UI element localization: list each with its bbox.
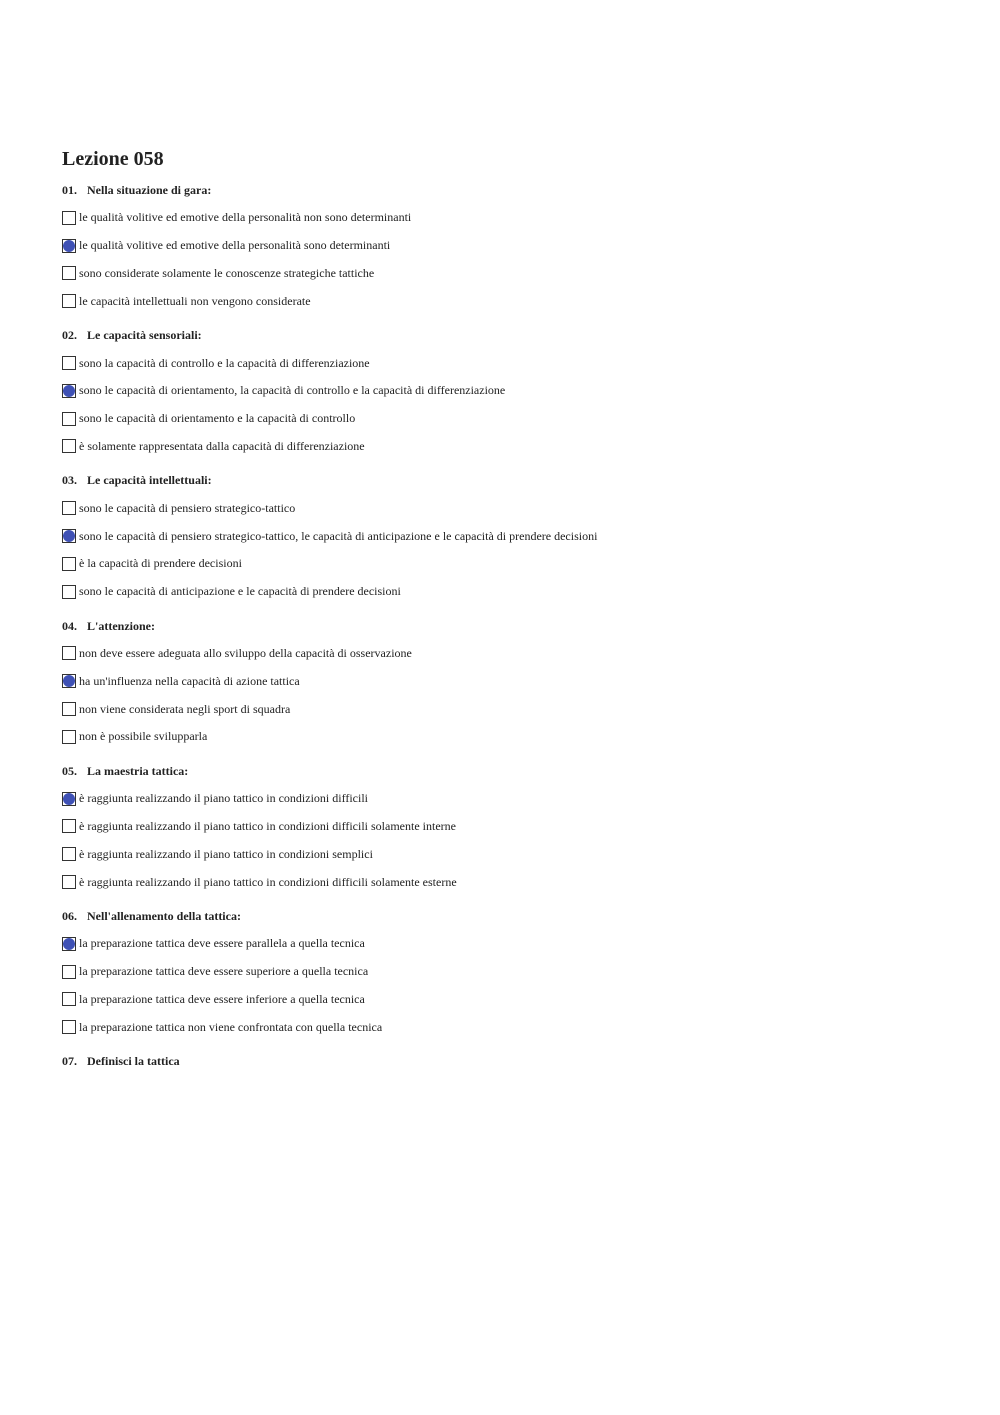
empty-checkbox-icon[interactable] bbox=[62, 412, 76, 426]
answer-option[interactable] bbox=[62, 433, 962, 461]
answer-option-text: sono le capacità di pensiero strategico-tattico, le capacità di anticipazione e le capacità di prendere decisioni bbox=[79, 528, 598, 543]
answer-option-text: è solamente rappresentata dalla capacità di differenziazione bbox=[79, 438, 365, 453]
empty-checkbox-icon[interactable] bbox=[62, 356, 76, 370]
answer-option-text: è raggiunta realizzando il piano tattico in condizioni difficili solamente interne bbox=[79, 818, 456, 833]
question-5 bbox=[62, 757, 962, 896]
answer-option[interactable] bbox=[62, 695, 962, 723]
question-heading bbox=[62, 612, 962, 640]
answer-option-text: non viene considerata negli sport di squadra bbox=[79, 701, 291, 716]
answer-option[interactable] bbox=[62, 640, 962, 668]
answer-options bbox=[62, 785, 962, 896]
empty-checkbox-icon[interactable] bbox=[62, 702, 76, 716]
question-number: 03. bbox=[62, 473, 77, 488]
answer-options bbox=[62, 349, 962, 460]
empty-checkbox-icon[interactable] bbox=[62, 294, 76, 308]
checked-checkbox-icon[interactable] bbox=[62, 674, 76, 688]
answer-option[interactable] bbox=[62, 260, 962, 288]
empty-checkbox-icon[interactable] bbox=[62, 730, 76, 744]
answer-options bbox=[62, 930, 962, 1041]
question-6 bbox=[62, 902, 962, 1041]
question-heading bbox=[62, 466, 962, 494]
question-text: Le capacità sensoriali: bbox=[87, 328, 202, 343]
answer-option[interactable] bbox=[62, 232, 962, 260]
checked-checkbox-icon[interactable] bbox=[62, 239, 76, 253]
empty-checkbox-icon[interactable] bbox=[62, 992, 76, 1006]
question-7 bbox=[62, 1047, 962, 1075]
answer-option[interactable] bbox=[62, 494, 962, 522]
question-heading bbox=[62, 176, 962, 204]
answer-option-text: la preparazione tattica deve essere inferiore a quella tecnica bbox=[79, 991, 365, 1006]
answer-option-text: sono considerate solamente le conoscenze strategiche tattiche bbox=[79, 265, 375, 280]
answer-option-text: è la capacità di prendere decisioni bbox=[79, 556, 242, 571]
answer-option-text: le capacità intellettuali non vengono considerate bbox=[79, 293, 311, 308]
answer-option[interactable] bbox=[62, 813, 962, 841]
answer-option[interactable] bbox=[62, 405, 962, 433]
question-number: 07. bbox=[62, 1054, 77, 1069]
empty-checkbox-icon[interactable] bbox=[62, 875, 76, 889]
answer-option-text: sono le capacità di orientamento e la capacità di controllo bbox=[79, 411, 356, 426]
answer-option-text: non deve essere adeguata allo sviluppo della capacità di osservazione bbox=[79, 645, 412, 660]
answer-option-text: sono le capacità di orientamento, la capacità di controllo e la capacità di differenziazione bbox=[79, 383, 506, 398]
question-text: Nella situazione di gara: bbox=[87, 183, 212, 197]
question-text: L'attenzione: bbox=[87, 618, 155, 633]
question-heading bbox=[62, 757, 962, 785]
empty-checkbox-icon[interactable] bbox=[62, 501, 76, 515]
answer-option[interactable] bbox=[62, 667, 962, 695]
question-text: Le capacità intellettuali: bbox=[87, 473, 212, 488]
checked-checkbox-icon[interactable] bbox=[62, 384, 76, 398]
question-text: Definisci la tattica bbox=[87, 1054, 180, 1069]
answer-option[interactable] bbox=[62, 986, 962, 1014]
answer-option-text: sono la capacità di controllo e la capacità di differenziazione bbox=[79, 355, 370, 370]
question-number: 02. bbox=[62, 328, 77, 343]
answer-option-text: la preparazione tattica non viene confrontata con quella tecnica bbox=[79, 1019, 383, 1034]
answer-option[interactable] bbox=[62, 287, 962, 315]
answer-option-text: sono le capacità di anticipazione e le capacità di prendere decisioni bbox=[79, 584, 401, 599]
question-number: 05. bbox=[62, 763, 77, 778]
question-2 bbox=[62, 321, 962, 460]
answer-option-text: le qualità volitive ed emotive della personalità non sono determinanti bbox=[79, 210, 412, 225]
empty-checkbox-icon[interactable] bbox=[62, 646, 76, 660]
empty-checkbox-icon[interactable] bbox=[62, 819, 76, 833]
checked-checkbox-icon[interactable] bbox=[62, 529, 76, 543]
answer-option[interactable] bbox=[62, 204, 962, 232]
question-heading bbox=[62, 902, 962, 930]
empty-checkbox-icon[interactable] bbox=[62, 211, 76, 225]
question-heading bbox=[62, 1047, 962, 1075]
answer-option[interactable] bbox=[62, 958, 962, 986]
answer-option-text: è raggiunta realizzando il piano tattico in condizioni difficili bbox=[79, 791, 369, 806]
question-number: 06. bbox=[62, 908, 77, 923]
question-3 bbox=[62, 466, 962, 605]
answer-option[interactable] bbox=[62, 723, 962, 751]
empty-checkbox-icon[interactable] bbox=[62, 266, 76, 280]
empty-checkbox-icon[interactable] bbox=[62, 439, 76, 453]
answer-option[interactable] bbox=[62, 930, 962, 958]
checked-checkbox-icon[interactable] bbox=[62, 792, 76, 806]
question-number: 04. bbox=[62, 618, 77, 633]
answer-option-text: è raggiunta realizzando il piano tattico in condizioni difficili solamente esterne bbox=[79, 874, 457, 889]
empty-checkbox-icon[interactable] bbox=[62, 1020, 76, 1034]
empty-checkbox-icon[interactable] bbox=[62, 965, 76, 979]
question-4 bbox=[62, 612, 962, 751]
answer-option-text: è raggiunta realizzando il piano tattico in condizioni semplici bbox=[79, 846, 373, 861]
answer-option-text: la preparazione tattica deve essere parallela a quella tecnica bbox=[79, 936, 365, 951]
answer-option[interactable] bbox=[62, 550, 962, 578]
answer-option[interactable] bbox=[62, 840, 962, 868]
answer-option[interactable] bbox=[62, 578, 962, 606]
answer-options bbox=[62, 640, 962, 751]
document-page bbox=[62, 146, 962, 1075]
answer-option[interactable] bbox=[62, 1013, 962, 1041]
answer-option-text: la preparazione tattica deve essere superiore a quella tecnica bbox=[79, 964, 369, 979]
question-text: La maestria tattica: bbox=[87, 763, 189, 778]
answer-options bbox=[62, 204, 962, 315]
answer-option[interactable] bbox=[62, 785, 962, 813]
question-text: Nell'allenamento della tattica: bbox=[87, 908, 241, 923]
answer-option[interactable] bbox=[62, 522, 962, 550]
empty-checkbox-icon[interactable] bbox=[62, 847, 76, 861]
question-heading bbox=[62, 321, 962, 349]
question-list bbox=[62, 176, 962, 1075]
answer-option-text: non è possibile svilupparla bbox=[79, 729, 208, 744]
question-number: 01. bbox=[62, 183, 77, 197]
answer-option[interactable] bbox=[62, 349, 962, 377]
checked-checkbox-icon[interactable] bbox=[62, 937, 76, 951]
lesson-title: Lezione 058 bbox=[62, 148, 164, 170]
answer-options bbox=[62, 494, 962, 605]
empty-checkbox-icon[interactable] bbox=[62, 585, 76, 599]
empty-checkbox-icon[interactable] bbox=[62, 557, 76, 571]
answer-option-text: le qualità volitive ed emotive della personalità sono determinanti bbox=[79, 238, 391, 253]
answer-option-text: sono le capacità di pensiero strategico-tattico bbox=[79, 500, 296, 515]
question-1 bbox=[62, 176, 962, 315]
answer-option[interactable] bbox=[62, 377, 962, 405]
answer-option-text: ha un'influenza nella capacità di azione tattica bbox=[79, 673, 300, 688]
answer-option[interactable] bbox=[62, 868, 962, 896]
